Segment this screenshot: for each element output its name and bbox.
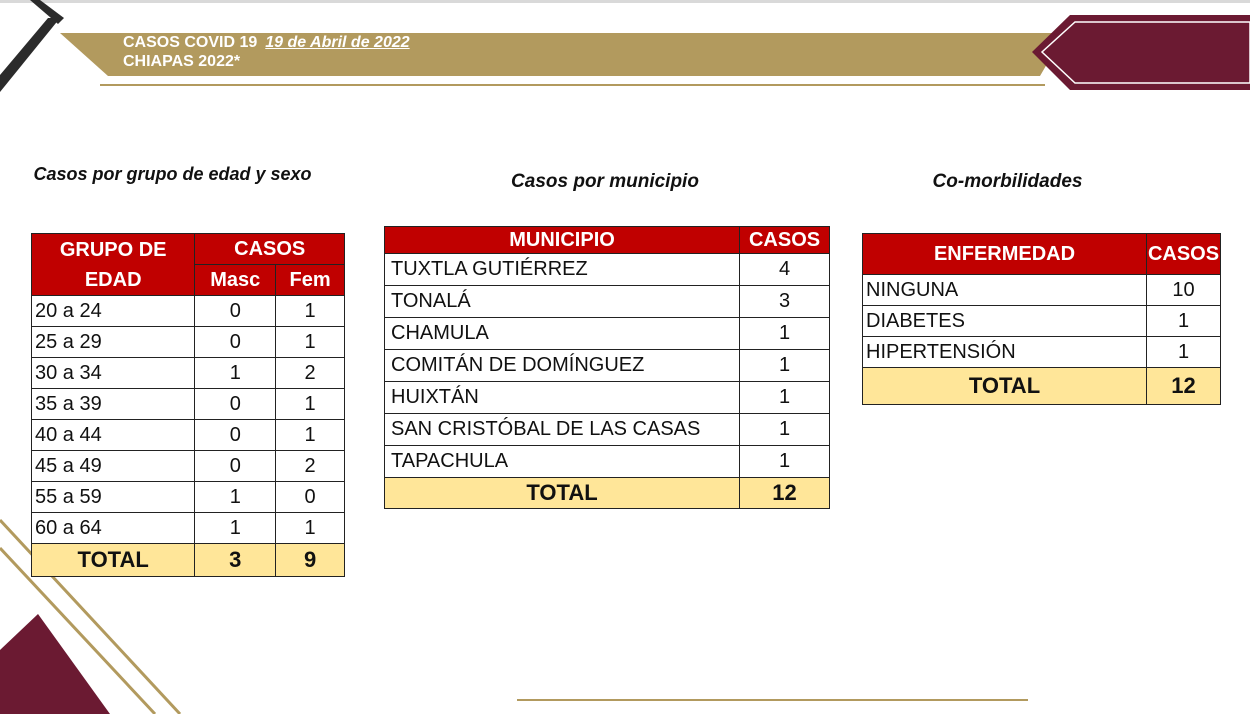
total-row: TOTAL 12	[385, 478, 830, 509]
comorb-col-cases: CASOS	[1147, 234, 1221, 275]
table-row: HUIXTÁN 1	[385, 382, 830, 414]
comorb-col-disease: ENFERMEDAD	[863, 234, 1147, 275]
comorb-table	[862, 233, 1221, 405]
comorb-table-title: Co-morbilidades	[932, 171, 1083, 192]
footer-divider	[517, 699, 1028, 701]
table-row: SAN CRISTÓBAL DE LAS CASAS 1	[385, 414, 830, 446]
total-row: TOTAL 12	[863, 368, 1221, 405]
table-row: 25 a 29 0 1	[32, 327, 345, 358]
age-col-cases: CASOS	[195, 234, 345, 265]
age-table	[31, 233, 345, 577]
muni-table-title: Casos por municipio	[511, 171, 699, 192]
muni-col-cases: CASOS	[740, 227, 830, 254]
muni-table	[384, 226, 830, 509]
table-row: 60 a 64 1 1	[32, 513, 345, 544]
age-col-group: GRUPO DE EDAD	[32, 234, 195, 296]
muni-col-name: MUNICIPIO	[385, 227, 740, 254]
table-row: 30 a 34 1 2	[32, 358, 345, 389]
table-row: 45 a 49 0 2	[32, 451, 345, 482]
table-row: 35 a 39 0 1	[32, 389, 345, 420]
table-row: 20 a 24 0 1	[32, 296, 345, 327]
table-row: TUXTLA GUTIÉRREZ 4	[385, 254, 830, 286]
table-row: TAPACHULA 1	[385, 446, 830, 478]
age-table-title: Casos por grupo de edad y sexo	[33, 164, 312, 184]
header-line2: CHIAPAS 2022*	[123, 53, 241, 70]
table-row: DIABETES 1	[863, 306, 1221, 337]
age-col-masc: Masc	[195, 265, 276, 296]
total-row: TOTAL 3 9	[32, 544, 345, 577]
table-row: NINGUNA 10	[863, 275, 1221, 306]
table-row: CHAMULA 1	[385, 318, 830, 350]
header-line1: CASOS COVID 19	[123, 34, 258, 51]
table-row: TONALÁ 3	[385, 286, 830, 318]
header-date: 19 de Abril de 2022	[265, 34, 410, 51]
age-col-fem: Fem	[276, 265, 345, 296]
table-row: COMITÁN DE DOMÍNGUEZ 1	[385, 350, 830, 382]
table-row: 55 a 59 1 0	[32, 482, 345, 513]
table-row: HIPERTENSIÓN 1	[863, 337, 1221, 368]
table-row: 40 a 44 0 1	[32, 420, 345, 451]
header-title	[123, 33, 410, 71]
